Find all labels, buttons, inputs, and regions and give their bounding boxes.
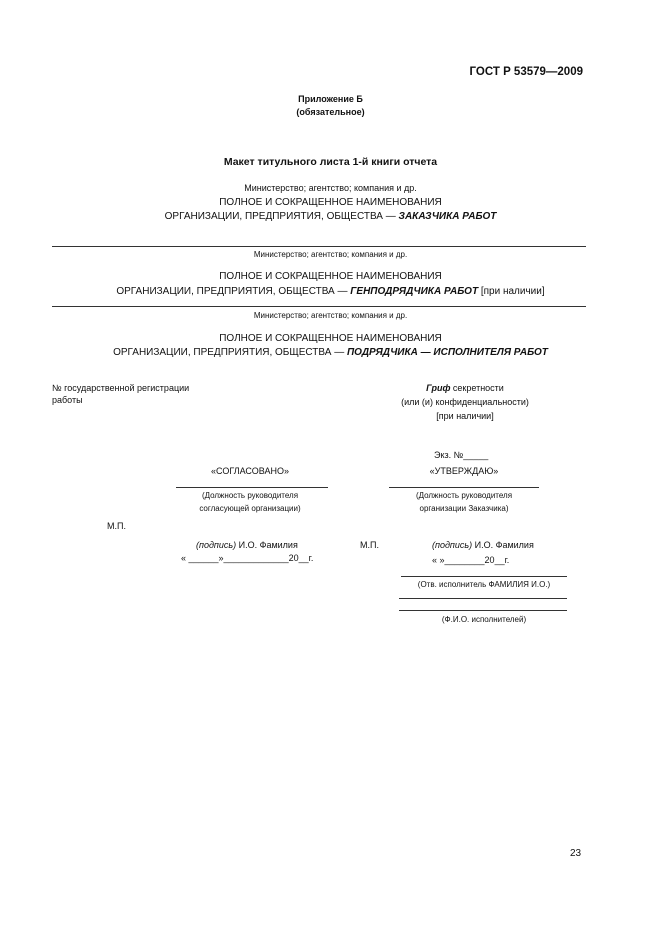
- general-contractor-note: [при наличии]: [478, 286, 545, 297]
- agreed-role-line1: (Должность руководителя: [201, 491, 299, 500]
- appendix-status: (обязательное): [296, 107, 365, 117]
- approved-signature-name: И.О. Фамилия: [472, 540, 534, 550]
- layout-title: Макет титульного листа 1-й книги отчета: [223, 156, 438, 168]
- customer-ministry: Министерство; агентство; компания и др.: [244, 183, 417, 193]
- customer-role: ЗАКАЗЧИКА РАБОТ: [398, 211, 497, 222]
- secrecy-line3: [при наличии]: [436, 411, 494, 421]
- customer-name-line1: ПОЛНОЕ И СОКРАЩЕННОЕ НАИМЕНОВАНИЯ: [219, 197, 442, 208]
- separator-line-1: [52, 246, 586, 247]
- general-contractor-name-line2: [0, 286, 661, 297]
- agreed-stamp: М.П.: [107, 521, 126, 531]
- document-code: ГОСТ Р 53579—2009: [469, 66, 583, 78]
- contractor-ministry: Министерство; агентство; компания и др.: [253, 311, 408, 320]
- general-contractor-name-prefix: ОРГАНИЗАЦИИ, ПРЕДПРИЯТИЯ, ОБЩЕСТВА —: [116, 286, 351, 297]
- approved-date: « »________20__г.: [432, 555, 510, 565]
- appendix-title: Приложение Б: [298, 94, 363, 104]
- general-contractor-ministry: Министерство; агентство; компания и др.: [253, 250, 408, 259]
- contractor-role: ПОДРЯДЧИКА — ИСПОЛНИТЕЛЯ РАБОТ: [346, 347, 548, 358]
- contractor-name-prefix: ОРГАНИЗАЦИИ, ПРЕДПРИЯТИЯ, ОБЩЕСТВА —: [113, 347, 347, 358]
- secrecy-emph: Гриф: [426, 383, 451, 393]
- secrecy-line2: (или (и) конфиденциальности): [401, 397, 529, 407]
- executors-line-2: [399, 610, 567, 611]
- secrecy-line1: [370, 383, 560, 393]
- executors-line-1: [399, 598, 567, 599]
- customer-name-line2: [0, 211, 661, 222]
- approved-stamp: М.П.: [360, 540, 379, 550]
- approved-position-line: [389, 487, 539, 488]
- responsible-executor-label: (Отв. исполнитель ФАМИЛИЯ И.О.): [417, 580, 551, 589]
- agreed-signature: [196, 540, 298, 550]
- agreed-role-line2: согласующей организации): [199, 504, 301, 513]
- general-contractor-name-line1: ПОЛНОЕ И СОКРАЩЕННОЕ НАИМЕНОВАНИЯ: [219, 271, 442, 282]
- copy-number: Экз. №_____: [434, 450, 489, 460]
- secrecy-rest: секретности: [450, 383, 504, 393]
- approved-signature: [432, 540, 534, 550]
- approved-title: «УТВЕРЖДАЮ»: [429, 466, 499, 476]
- contractor-name-line2: [0, 347, 661, 358]
- separator-line-2: [52, 306, 586, 307]
- agreed-signature-emph: (подпись): [196, 540, 237, 550]
- agreed-signature-name: И.О. Фамилия: [236, 540, 298, 550]
- agreed-title: «СОГЛАСОВАНО»: [211, 466, 289, 476]
- customer-name-prefix: ОРГАНИЗАЦИИ, ПРЕДПРИЯТИЯ, ОБЩЕСТВА —: [164, 211, 399, 222]
- executors-label: (Ф.И.О. исполнителей): [441, 615, 527, 624]
- approved-signature-emph: (подпись): [432, 540, 473, 550]
- page-number: 23: [570, 848, 582, 859]
- approved-role-line2: организации Заказчика): [419, 504, 509, 513]
- registration-label-line2: работы: [52, 395, 83, 405]
- general-contractor-role: ГЕНПОДРЯДЧИКА РАБОТ: [350, 286, 479, 297]
- agreed-position-line: [176, 487, 328, 488]
- agreed-date: « ______»_____________20__г.: [181, 553, 314, 563]
- approved-role-line1: (Должность руководителя: [415, 491, 513, 500]
- registration-label-line1: № государственной регистрации: [52, 383, 190, 393]
- responsible-executor-line: [401, 576, 567, 577]
- contractor-name-line1: ПОЛНОЕ И СОКРАЩЕННОЕ НАИМЕНОВАНИЯ: [219, 333, 442, 344]
